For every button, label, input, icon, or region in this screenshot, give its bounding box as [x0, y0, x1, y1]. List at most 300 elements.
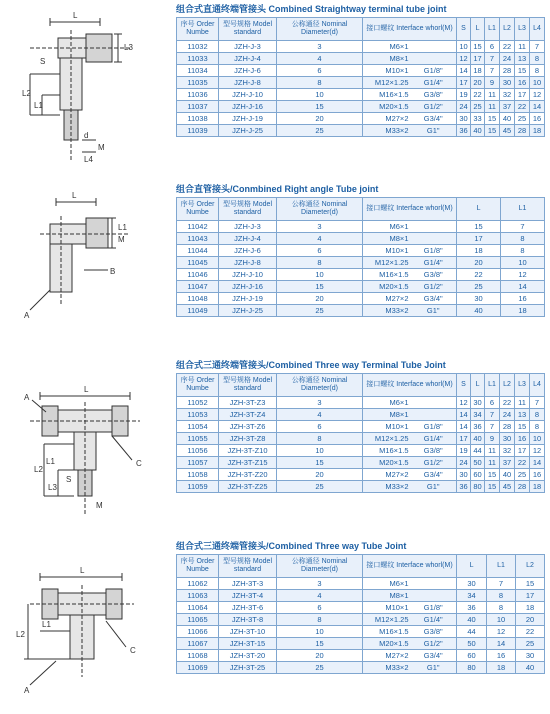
- table-cell: [411, 409, 457, 421]
- table-cell: JZH-J-25: [219, 305, 277, 317]
- table-cell: G3/8": [411, 626, 457, 638]
- table-cell: JZH-J-19: [219, 113, 277, 125]
- table-cell: 15: [277, 101, 363, 113]
- table-cell: 11052: [177, 397, 219, 409]
- table-cell: 15: [515, 421, 530, 433]
- table-cell: 11062: [177, 578, 219, 590]
- table-header-row: [177, 18, 545, 41]
- table-cell: JZH-3T-Z6: [219, 421, 277, 433]
- table-cell: G3/8": [411, 269, 457, 281]
- column-header: 接口螺纹 Interface whorl(M): [363, 555, 457, 578]
- table-body: [177, 374, 545, 493]
- table-cell: 8: [530, 53, 545, 65]
- table-cell: JZH-J-6: [219, 65, 277, 77]
- table-cell: 11033: [177, 53, 219, 65]
- table-cell: M12×1.25: [363, 614, 411, 626]
- table-cell: 14: [457, 409, 471, 421]
- dim-label-L: L: [84, 385, 89, 394]
- table-cell: JZH-3T-3: [219, 578, 277, 590]
- table-cell: 17: [457, 433, 471, 445]
- dim-label-L: L: [72, 191, 77, 200]
- table-cell: 11: [515, 41, 530, 53]
- table-cell: M8×1: [363, 409, 411, 421]
- table-row: [177, 113, 545, 125]
- dim-label-M: M: [98, 143, 105, 152]
- dim-label-C: C: [130, 646, 136, 655]
- table-cell: 10: [530, 433, 545, 445]
- table-cell: [411, 233, 457, 245]
- table-row: [177, 626, 545, 638]
- table-cell: M27×2: [363, 650, 411, 662]
- table-cell: 11: [485, 445, 500, 457]
- table-cell: [411, 590, 457, 602]
- table-cell: 15: [485, 113, 500, 125]
- table-cell: 3: [277, 41, 363, 53]
- table-cell: 36: [457, 481, 471, 493]
- table-cell: 30: [516, 650, 545, 662]
- table-row: [177, 662, 545, 674]
- column-header: S: [457, 18, 471, 41]
- table-cell: M8×1: [363, 53, 411, 65]
- table-row: [177, 125, 545, 137]
- table-row: [177, 650, 545, 662]
- column-header: L1: [485, 374, 500, 397]
- table-row: [177, 602, 545, 614]
- table-cell: 8: [530, 65, 545, 77]
- table-cell: 22: [500, 41, 515, 53]
- table-cell: M20×1.5: [363, 638, 411, 650]
- drawing-right-angle: [0, 180, 172, 340]
- table-cell: 13: [515, 409, 530, 421]
- table-cell: M20×1.5: [363, 101, 411, 113]
- table-cell: 11046: [177, 269, 219, 281]
- table-cell: JZH-J-6: [219, 245, 277, 257]
- table-cell: 40: [457, 614, 487, 626]
- section-title: 组合式三通终端管接头/Combined Three way Tube Joint: [176, 541, 407, 551]
- table-cell: M10×1: [363, 245, 411, 257]
- table-cell: 36: [457, 602, 487, 614]
- table-cell: 7: [485, 65, 500, 77]
- dim-label-S: S: [66, 475, 72, 484]
- table-cell: 4: [277, 53, 363, 65]
- spec-table: [176, 17, 545, 137]
- table-cell: JZH-3T-20: [219, 650, 277, 662]
- table-row: [177, 445, 545, 457]
- table-row: [177, 245, 545, 257]
- table-cell: M27×2: [363, 113, 411, 125]
- table-cell: 16: [515, 77, 530, 89]
- section-title: 组合式三通终端管接头/Combined Three way Terminal Tube Joint: [176, 360, 446, 370]
- dim-label-L1: L1: [118, 223, 127, 232]
- technical-drawing: [0, 0, 172, 170]
- table-cell: JZH-J-3: [219, 221, 277, 233]
- table-cell: 19: [457, 445, 471, 457]
- table-cell: 40: [500, 113, 515, 125]
- table-cell: 11056: [177, 445, 219, 457]
- table-cell: G3/4": [411, 113, 457, 125]
- dim-label-L1: L1: [34, 101, 43, 110]
- table-cell: 15: [277, 638, 363, 650]
- table-body: [177, 18, 545, 137]
- table-cell: 8: [530, 409, 545, 421]
- table-cell: 10: [277, 89, 363, 101]
- column-header: L: [457, 555, 487, 578]
- table-cell: 10: [277, 626, 363, 638]
- table-cell: 28: [515, 125, 530, 137]
- table-cell: 10: [501, 257, 545, 269]
- table-cell: 15: [277, 457, 363, 469]
- table-cell: 3: [277, 221, 363, 233]
- table-cell: 10: [277, 269, 363, 281]
- table-row: [177, 614, 545, 626]
- table-cell: [411, 578, 457, 590]
- table-cell: 7: [485, 409, 500, 421]
- table-cell: 24: [457, 457, 471, 469]
- table-cell: 25: [471, 101, 485, 113]
- table-cell: 30: [457, 578, 487, 590]
- table-cell: 12: [457, 53, 471, 65]
- table-row: [177, 257, 545, 269]
- table-cell: 11037: [177, 101, 219, 113]
- column-header: 序号 Order Numbe: [177, 374, 219, 397]
- table-cell: 11063: [177, 590, 219, 602]
- table-cell: 28: [500, 65, 515, 77]
- table-cell: 3: [277, 397, 363, 409]
- table-cell: 16: [501, 293, 545, 305]
- table-cell: 25: [277, 125, 363, 137]
- table-cell: 11: [485, 101, 500, 113]
- table-cell: JZH-3T-Z20: [219, 469, 277, 481]
- table-cell: 17: [457, 233, 501, 245]
- column-header: L4: [530, 18, 545, 41]
- table-cell: JZH-3T-8: [219, 614, 277, 626]
- table-cell: G1/2": [411, 638, 457, 650]
- table-cell: 25: [515, 469, 530, 481]
- table-cell: 36: [471, 421, 485, 433]
- table-cell: 19: [457, 89, 471, 101]
- table-cell: JZH-3T-Z8: [219, 433, 277, 445]
- table-cell: 11045: [177, 257, 219, 269]
- table-row: [177, 305, 545, 317]
- table-cell: G1/8": [411, 602, 457, 614]
- table-cell: JZH-3T-Z3: [219, 397, 277, 409]
- column-header: L3: [515, 18, 530, 41]
- table-cell: M6×1: [363, 397, 411, 409]
- table-cell: G3/4": [411, 469, 457, 481]
- table-row: [177, 41, 545, 53]
- table-cell: 25: [516, 638, 545, 650]
- table-cell: 12: [530, 89, 545, 101]
- table-cell: 14: [530, 101, 545, 113]
- table-cell: 20: [457, 257, 501, 269]
- table-cell: 14: [501, 281, 545, 293]
- table-cell: 11044: [177, 245, 219, 257]
- table-cell: 11053: [177, 409, 219, 421]
- table-cell: 6: [485, 41, 500, 53]
- table-header-row: [177, 198, 545, 221]
- column-header: L: [471, 18, 485, 41]
- table-cell: 11043: [177, 233, 219, 245]
- table-cell: 11035: [177, 77, 219, 89]
- table-cell: 32: [500, 445, 515, 457]
- table-cell: M16×1.5: [363, 445, 411, 457]
- table-cell: JZH-3T-25: [219, 662, 277, 674]
- table-cell: G3/8": [411, 89, 457, 101]
- drawing-straightway-terminal: [0, 0, 172, 170]
- column-header: 序号 Order Numbe: [177, 18, 219, 41]
- dim-label-M: M: [96, 501, 103, 510]
- table-cell: 17: [515, 89, 530, 101]
- table-cell: 18: [501, 305, 545, 317]
- column-header: L2: [516, 555, 545, 578]
- table-cell: [411, 221, 457, 233]
- table-row: [177, 281, 545, 293]
- table-cell: 25: [457, 281, 501, 293]
- dim-label-L2: L2: [34, 465, 43, 474]
- table-cell: 12: [501, 269, 545, 281]
- table-cell: JZH-3T-Z4: [219, 409, 277, 421]
- table-cell: 40: [516, 662, 545, 674]
- column-header: 型号规格 Model standard: [219, 18, 277, 41]
- table-cell: 36: [457, 125, 471, 137]
- table-cell: 18: [530, 481, 545, 493]
- dim-label-A: A: [24, 393, 30, 402]
- table-cell: 8: [277, 614, 363, 626]
- dim-label-L4: L4: [84, 155, 93, 164]
- table-cell: 12: [487, 626, 516, 638]
- drawing-three-way-terminal: [0, 356, 172, 526]
- table-cell: M20×1.5: [363, 457, 411, 469]
- table-cell: 50: [457, 638, 487, 650]
- table-cell: 8: [277, 257, 363, 269]
- table-cell: G1": [411, 125, 457, 137]
- table-cell: 11068: [177, 650, 219, 662]
- table-cell: 18: [487, 662, 516, 674]
- table-cell: [411, 41, 457, 53]
- table-cell: 20: [277, 650, 363, 662]
- table-row: [177, 590, 545, 602]
- table-row: [177, 65, 545, 77]
- dim-label-C: C: [136, 459, 142, 468]
- table-cell: M6×1: [363, 578, 411, 590]
- table-cell: JZH-3T-15: [219, 638, 277, 650]
- table-row: [177, 421, 545, 433]
- table-cell: 44: [457, 626, 487, 638]
- table-cell: 80: [457, 662, 487, 674]
- table-cell: 11042: [177, 221, 219, 233]
- dim-label-d: d: [84, 131, 89, 140]
- table-cell: 4: [277, 590, 363, 602]
- column-header: L4: [530, 374, 545, 397]
- column-header: L: [457, 198, 501, 221]
- table-cell: JZH-3T-Z10: [219, 445, 277, 457]
- table-cell: 28: [515, 481, 530, 493]
- table-cell: 15: [516, 578, 545, 590]
- table-cell: 40: [500, 469, 515, 481]
- table-cell: M10×1: [363, 602, 411, 614]
- table-row: [177, 469, 545, 481]
- table-cell: 11055: [177, 433, 219, 445]
- table-cell: JZH-3T-4: [219, 590, 277, 602]
- table-cell: 18: [530, 125, 545, 137]
- table-cell: G3/4": [411, 293, 457, 305]
- dim-label-L3: L3: [48, 483, 57, 492]
- table-cell: 9: [485, 77, 500, 89]
- table-cell: 7: [485, 421, 500, 433]
- table-cell: 8: [530, 421, 545, 433]
- table-cell: 11049: [177, 305, 219, 317]
- table-cell: G1/4": [411, 77, 457, 89]
- table-cell: 45: [500, 125, 515, 137]
- table-cell: 8: [277, 77, 363, 89]
- table-header-row: [177, 374, 545, 397]
- table-cell: 15: [471, 41, 485, 53]
- table-cell: 8: [501, 233, 545, 245]
- table-cell: 10: [487, 614, 516, 626]
- table-cell: 11: [485, 89, 500, 101]
- table-cell: 11038: [177, 113, 219, 125]
- dim-label-L2: L2: [22, 89, 31, 98]
- column-header: 型号规格 Model standard: [219, 374, 277, 397]
- table-cell: G1": [411, 662, 457, 674]
- table-cell: G3/8": [411, 445, 457, 457]
- table-cell: 11057: [177, 457, 219, 469]
- table-cell: 6: [277, 421, 363, 433]
- table-cell: JZH-J-4: [219, 233, 277, 245]
- table-cell: 30: [500, 77, 515, 89]
- column-header: L1: [501, 198, 545, 221]
- table-cell: 32: [500, 89, 515, 101]
- column-header: 公称通径 Nominal Diameter(d): [277, 555, 363, 578]
- table-cell: G1/4": [411, 614, 457, 626]
- table-row: [177, 397, 545, 409]
- table-cell: 20: [277, 293, 363, 305]
- table-cell: 34: [457, 590, 487, 602]
- table-cell: 8: [277, 433, 363, 445]
- column-header: 接口螺纹 Interface whorl(M): [363, 18, 457, 41]
- table-cell: 40: [457, 305, 501, 317]
- table-cell: M8×1: [363, 590, 411, 602]
- table-cell: M33×2: [363, 481, 411, 493]
- table-row: [177, 457, 545, 469]
- table-row: [177, 221, 545, 233]
- table-cell: M10×1: [363, 65, 411, 77]
- table-cell: 44: [471, 445, 485, 457]
- table-cell: 22: [515, 457, 530, 469]
- table-cell: 4: [277, 233, 363, 245]
- column-header: L2: [500, 374, 515, 397]
- table-cell: 11058: [177, 469, 219, 481]
- table-cell: 11054: [177, 421, 219, 433]
- column-header: L3: [515, 374, 530, 397]
- dim-label-A: A: [24, 686, 30, 695]
- technical-drawing: [0, 537, 172, 714]
- table-cell: JZH-3T-Z25: [219, 481, 277, 493]
- table-cell: 15: [457, 221, 501, 233]
- technical-drawing: [0, 180, 172, 340]
- table-cell: M27×2: [363, 293, 411, 305]
- table-cell: M10×1: [363, 421, 411, 433]
- column-header: 公称通径 Nominal Diameter(d): [277, 18, 363, 41]
- technical-drawing: [0, 356, 172, 526]
- section-title: 组合直管接头/Conmbined Right angle Tube joint: [176, 184, 379, 194]
- dim-label-L1: L1: [42, 620, 51, 629]
- table-cell: JZH-J-3: [219, 41, 277, 53]
- table-cell: JZH-J-8: [219, 77, 277, 89]
- table-cell: M33×2: [363, 305, 411, 317]
- dim-label-L1: L1: [46, 457, 55, 466]
- dim-label-L2: L2: [16, 630, 25, 639]
- table-cell: JZH-J-16: [219, 281, 277, 293]
- dim-label-L: L: [80, 566, 85, 575]
- column-header: 序号 Order Numbe: [177, 198, 219, 221]
- table-cell: M12×1.25: [363, 433, 411, 445]
- table-cell: 34: [471, 409, 485, 421]
- table-cell: G3/4": [411, 650, 457, 662]
- table-row: [177, 101, 545, 113]
- table-cell: M12×1.25: [363, 77, 411, 89]
- table-cell: 30: [457, 113, 471, 125]
- dim-label-A: A: [24, 311, 30, 320]
- table-cell: 7: [530, 41, 545, 53]
- table-cell: 22: [516, 626, 545, 638]
- table-cell: G1/8": [411, 65, 457, 77]
- table-cell: G1/8": [411, 245, 457, 257]
- table-cell: 11066: [177, 626, 219, 638]
- column-header: L1: [485, 18, 500, 41]
- table-cell: 10: [457, 41, 471, 53]
- table-cell: M20×1.5: [363, 281, 411, 293]
- table-cell: G1/4": [411, 257, 457, 269]
- table-row: [177, 233, 545, 245]
- table-cell: 17: [516, 590, 545, 602]
- table-cell: G1/8": [411, 421, 457, 433]
- column-header: L: [471, 374, 485, 397]
- table-cell: M6×1: [363, 221, 411, 233]
- table-cell: 30: [457, 469, 471, 481]
- table-cell: 24: [500, 409, 515, 421]
- table-cell: 20: [471, 77, 485, 89]
- table-cell: 11059: [177, 481, 219, 493]
- table-cell: 10: [530, 77, 545, 89]
- table-cell: 12: [530, 445, 545, 457]
- table-cell: JZH-3T-10: [219, 626, 277, 638]
- table-cell: 7: [487, 578, 516, 590]
- table-cell: 11048: [177, 293, 219, 305]
- table-cell: G1/4": [411, 433, 457, 445]
- table-cell: 16: [487, 650, 516, 662]
- column-header: 公称通径 Nominal Diameter(d): [277, 198, 363, 221]
- table-header-row: [177, 555, 545, 578]
- table-cell: 25: [277, 481, 363, 493]
- table-cell: JZH-3T-6: [219, 602, 277, 614]
- table-cell: JZH-J-10: [219, 89, 277, 101]
- table-cell: M16×1.5: [363, 89, 411, 101]
- table-cell: JZH-3T-Z15: [219, 457, 277, 469]
- table-row: [177, 638, 545, 650]
- table-cell: G1/2": [411, 281, 457, 293]
- drawing-three-way: [0, 537, 172, 714]
- table-cell: 24: [457, 101, 471, 113]
- spec-table: [176, 373, 545, 493]
- table-cell: 18: [457, 245, 501, 257]
- spec-table: [176, 197, 545, 317]
- table-row: [177, 53, 545, 65]
- table-cell: [411, 397, 457, 409]
- dim-label-L3: L3: [124, 43, 133, 52]
- table-cell: 8: [487, 602, 516, 614]
- table-cell: 33: [471, 113, 485, 125]
